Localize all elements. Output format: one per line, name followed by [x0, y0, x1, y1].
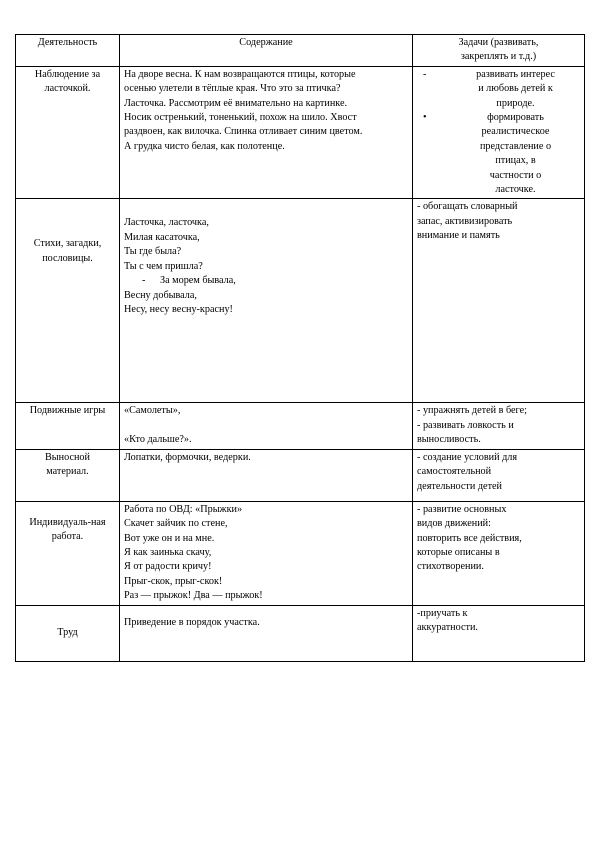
dash-marker: - — [423, 68, 427, 80]
content-line: Я как заинька скачу, — [124, 546, 212, 558]
content-cell — [120, 66, 413, 199]
task-line: деятельности детей — [417, 480, 502, 492]
header-tasks-line: закреплять и т.д.) — [460, 51, 537, 63]
content-line: Я от радости кричу! — [124, 561, 212, 573]
content-cell — [120, 605, 413, 661]
table-row — [16, 605, 585, 661]
poem-line: Несу, несу весну-красну! — [124, 303, 233, 315]
content-line: «Кто дальше?». — [124, 433, 192, 445]
content-line: Носик остренький, тоненький, похож на шило. Хвост — [124, 112, 357, 124]
task-line: развивать интерес — [476, 68, 555, 80]
activity-label: Труд — [57, 626, 78, 638]
poem-line: Ты где была? — [124, 246, 182, 258]
task-line: - упражнять детей в беге; — [417, 405, 527, 417]
task-item — [417, 111, 580, 197]
table-row — [16, 403, 585, 449]
content-line: Прыг-скок, прыг-скок! — [124, 575, 223, 587]
content-line: Вот уже он и на мне. — [124, 532, 215, 544]
activity-label: материал. — [46, 466, 89, 478]
task-line: птицах, в — [495, 155, 536, 167]
document-page — [15, 34, 584, 662]
content-line: А грудка чисто белая, как полотенце. — [124, 140, 285, 152]
header-tasks — [413, 35, 585, 67]
header-content: Содержание — [120, 35, 413, 67]
poem-line: Весну добывала, — [124, 289, 197, 301]
content-cell — [120, 403, 413, 449]
content-line: Работа по ОВД: «Прыжки» — [124, 503, 243, 515]
task-line: природе. — [496, 97, 535, 109]
tasks-cell — [413, 403, 585, 449]
activity-label: Выносной — [45, 451, 90, 463]
task-line: - создание условий для — [417, 451, 518, 463]
task-line: запас, активизировать — [417, 215, 513, 227]
task-line: выносливость. — [417, 434, 481, 446]
activity-cell — [16, 66, 120, 199]
task-line: повторить все действия, — [417, 532, 522, 544]
activity-label: Подвижные игры — [29, 405, 106, 417]
dash-marker: - — [142, 275, 146, 287]
content-line: Скачет зайчик по стене, — [124, 518, 228, 530]
activity-cell — [16, 199, 120, 403]
table-header-row — [16, 35, 585, 67]
task-line: формировать — [487, 112, 544, 124]
task-line: -приучать к — [417, 607, 468, 619]
table-row — [16, 501, 585, 605]
task-item — [417, 68, 580, 111]
tasks-cell — [413, 66, 585, 199]
activity-cell — [16, 449, 120, 501]
tasks-cell — [413, 199, 585, 403]
tasks-cell — [413, 501, 585, 605]
content-line: Лопатки, формочки, ведерки. — [124, 451, 251, 463]
poem-line: Ласточка, ласточка, — [124, 217, 209, 229]
activity-label: Индивидуаль-ная — [29, 516, 106, 528]
bullet-marker: • — [423, 112, 427, 124]
poem-line: Милая касаточка, — [124, 231, 200, 243]
activity-cell — [16, 605, 120, 661]
task-line: - обогащать словарный — [417, 201, 518, 213]
content-line: Раз — прыжок! Два — прыжок! — [124, 590, 263, 602]
content-cell — [120, 501, 413, 605]
content-line: раздвоен, как вилочка. Спинка отливает синим цветом. — [124, 126, 363, 138]
activity-label: работа. — [51, 531, 84, 543]
task-line: реалистическое — [481, 126, 550, 138]
task-line: - развивать ловкость и — [417, 419, 514, 431]
task-line: видов движений: — [417, 518, 491, 530]
task-line: самостоятельной — [417, 466, 492, 478]
task-line: и любовь детей к — [478, 83, 553, 95]
activity-label: пословицы. — [42, 252, 93, 264]
poem-line-text: За морем бывала, — [160, 275, 236, 287]
poem-line: Ты с чем пришла? — [124, 260, 203, 272]
content-line: Ласточка. Рассмотрим её внимательно на картинке. — [124, 97, 348, 109]
table-row — [16, 449, 585, 501]
task-line: частности о — [489, 169, 542, 181]
content-line: осенью улетели в тёплые края. Что это за птичка? — [124, 83, 341, 95]
task-line: аккуратности. — [417, 622, 478, 634]
task-line: стихотворении. — [417, 561, 484, 573]
tasks-cell — [413, 605, 585, 661]
content-line: Приведение в порядок участка. — [124, 616, 260, 628]
activity-cell — [16, 403, 120, 449]
header-tasks-line: Задачи (развивать, — [458, 37, 539, 48]
content-line: На дворе весна. К нам возвращаются птицы, которые — [124, 68, 356, 80]
task-line: ласточке. — [495, 184, 536, 196]
table-row — [16, 66, 585, 199]
content-line: «Самолеты», — [124, 405, 181, 417]
task-list — [417, 68, 580, 198]
task-line: внимание и память — [417, 230, 500, 242]
content-cell — [120, 199, 413, 403]
poem-line — [124, 274, 408, 288]
task-line: представление о — [479, 140, 552, 152]
content-cell — [120, 449, 413, 501]
table-row — [16, 199, 585, 403]
spacer — [124, 419, 408, 433]
header-activity: Деятельность — [16, 35, 120, 67]
activity-plan-table — [15, 34, 585, 662]
activity-label: Стихи, загадки, — [33, 238, 102, 250]
activity-label: Наблюдение за — [34, 68, 101, 80]
tasks-cell — [413, 449, 585, 501]
activity-label: ласточкой. — [44, 83, 91, 95]
activity-cell — [16, 501, 120, 605]
task-line: - развитие основных — [417, 503, 507, 515]
task-line: которые описаны в — [417, 546, 500, 558]
